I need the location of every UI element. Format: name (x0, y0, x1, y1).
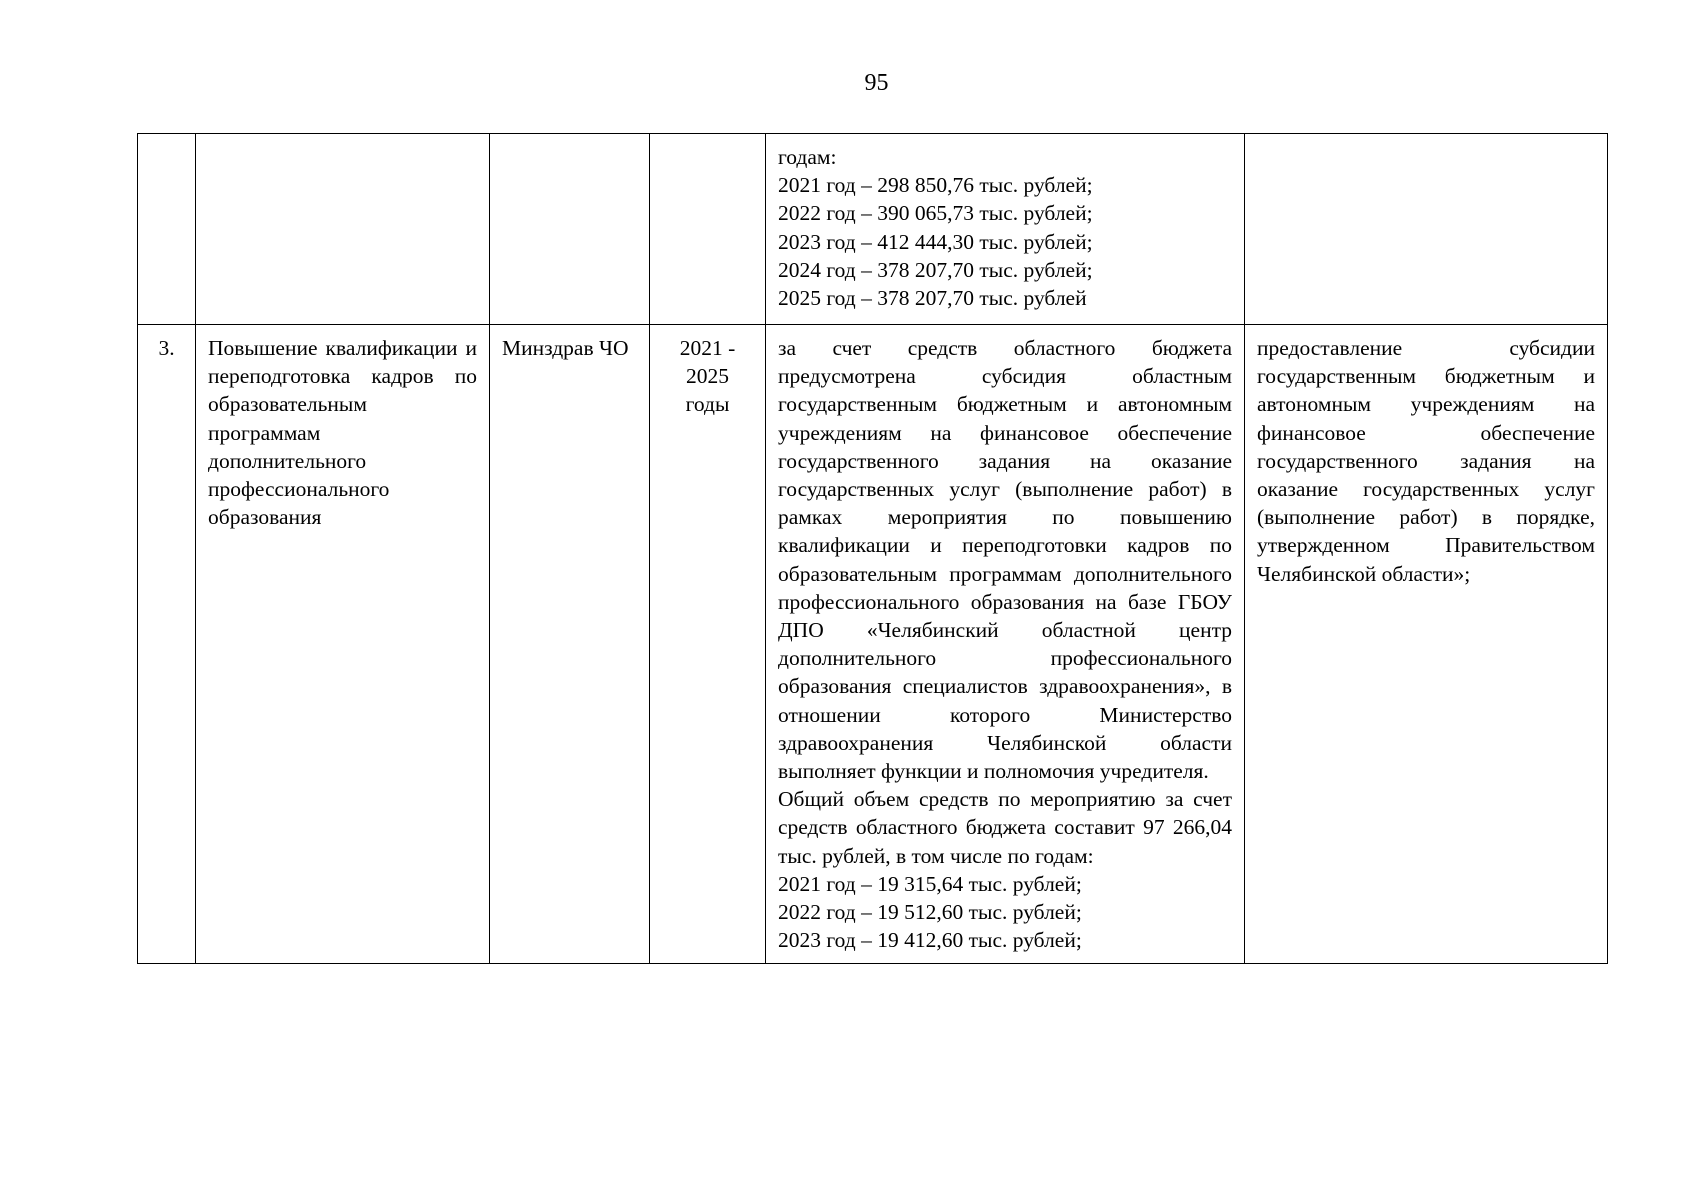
activity-text: Повышение квалификации и переподготовка кадров по образовательным программам дополнительного профессионального образования (208, 336, 477, 530)
page-number: 95 (864, 70, 889, 96)
financing-line: годам: (778, 145, 837, 169)
program-activities-table (137, 133, 1608, 964)
cell-result (1245, 325, 1608, 964)
financing-line: 2025 год – 378 207,70 тыс. рублей (778, 286, 1087, 311)
financing-paragraph: за счет средств областного бюджета предусмотрена субсидия областным государственным бюджетным и автономным учреждениям на финансовое обеспечение государственного задания на оказание государственных услуг (выполнение работ) в рамках мероприятия по повышению квалификации и переподготовки кадров по образовательным программам дополнительного профессионального образования на базе ГБОУ ДПО «Челябинский областной центр дополнительного профессионального образования специалистов здравоохранения», в отношении которого Министерство здравоохранения Челябинской области выполняет функции и полномочия учредителя. (778, 336, 1232, 784)
financing-line: 2021 год – 19 315,64 тыс. рублей; (778, 871, 1082, 896)
cell-financing-continued (766, 134, 1245, 325)
cell-result-empty (1245, 134, 1608, 325)
financing-line: 2021 год – 298 850,76 тыс. рублей; (778, 173, 1093, 198)
financing-line: 2022 год – 19 512,60 тыс. рублей; (778, 900, 1082, 925)
financing-line: 2022 год – 390 065,73 тыс. рублей; (778, 201, 1093, 226)
cell-executor-empty (490, 134, 650, 325)
financing-line: 2024 год – 378 207,70 тыс. рублей; (778, 257, 1093, 282)
cell-period: 2021 - 2025 годы (650, 325, 766, 964)
table-row-3 (138, 325, 1608, 964)
financing-line: 2023 год – 412 444,30 тыс. рублей; (778, 229, 1093, 254)
cell-activity (196, 325, 490, 964)
financing-total-paragraph: Общий объем средств по мероприятию за счет средств областного бюджета составит 97 266,04 тыс. рублей, в том числе по годам: (778, 787, 1232, 868)
cell-activity-empty (196, 134, 490, 325)
cell-executor: Минздрав ЧО (490, 325, 650, 964)
table-row-continued (138, 134, 1608, 325)
cell-row-number: 3. (138, 325, 196, 964)
financing-line: 2023 год – 19 412,60 тыс. рублей; (778, 928, 1082, 953)
cell-number-empty (138, 134, 196, 325)
cell-financing (766, 325, 1245, 964)
result-text: предоставление субсидии государственным бюджетным и автономным учреждениям на финансовое обеспечение государственного задания на оказание государственных услуг (выполнение работ) в порядке, утвержденном Правительством Челябинской области»; (1257, 336, 1595, 586)
cell-period-empty (650, 134, 766, 325)
